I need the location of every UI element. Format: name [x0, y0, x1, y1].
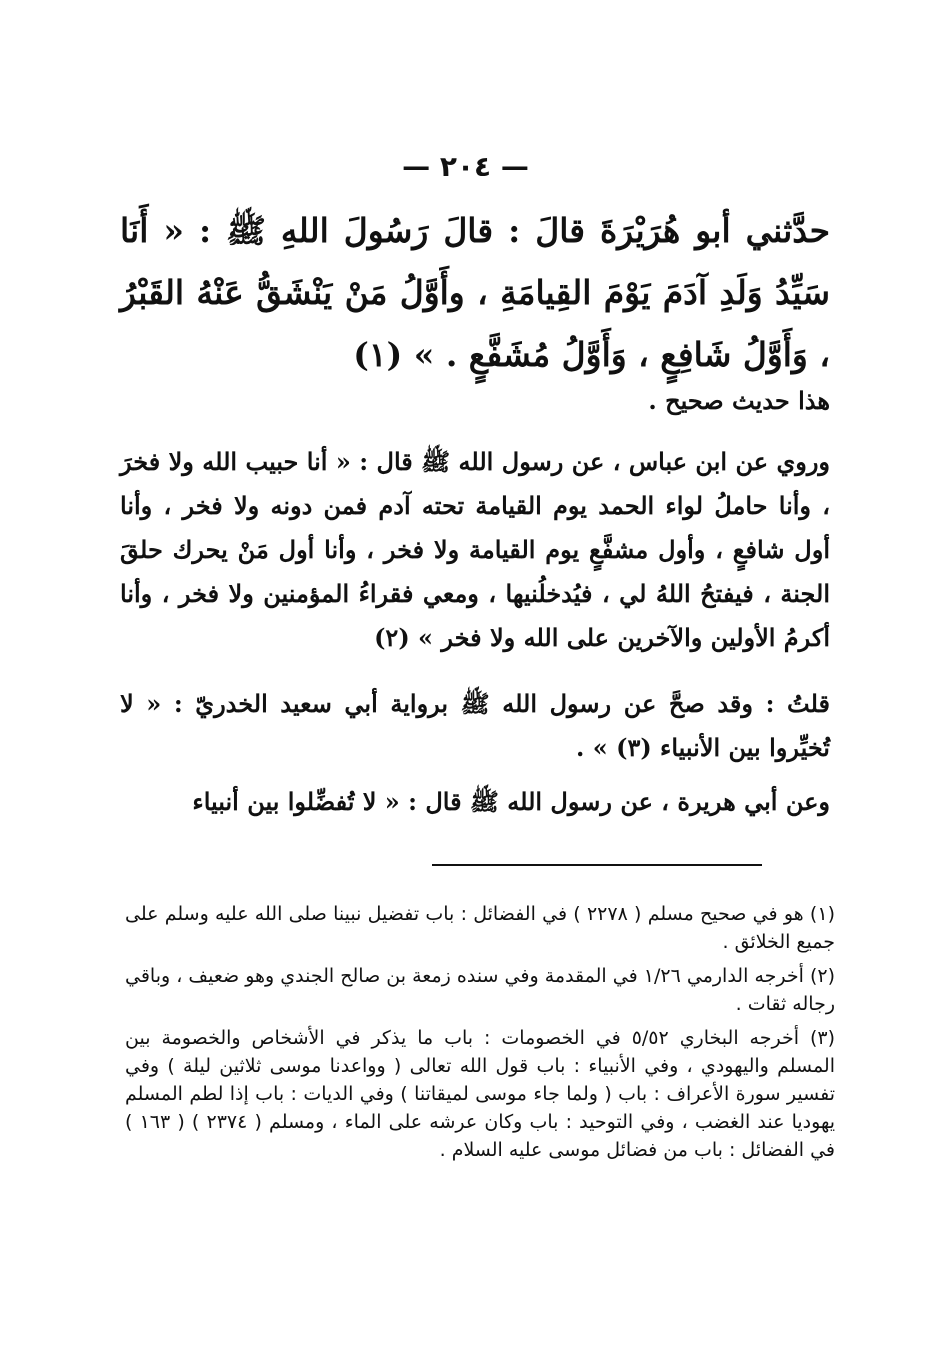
footnote-divider	[432, 864, 762, 866]
paragraph-abu-said: قلتُ : وقد صحَّ عن رسول الله ﷺ برواية أبي سعيد الخدريّ : « لا تُخيِّروا بين الأنبياء (٣) » .	[120, 689, 830, 762]
footnote-1: (١) هو في صحيح مسلم ( ٢٢٧٨ ) في الفضائل : باب تفضيل نبينا صلى الله عليه وسلم على جميع الخلائق .	[125, 903, 835, 953]
footnotes	[125, 900, 835, 1170]
paragraph-abu-hurayra: وعن أبي هريرة ، عن رسول الله ﷺ قال : « لا تُفضِّلوا بين أنبياء	[192, 787, 830, 816]
footnote-3: (٣) أخرجه البخاري ٥/٥٢ في الخصومات : باب ما يذكر في الأشخاص والخصومة بين المسلم واليهودي ، وفي الأنبياء : باب قول الله تعالى ( وواعدنا موسى ثلاثين ليلة ) وفي تفسير سورة الأعراف : باب ( ولما جاء موسى لميقاتنا ) وفي الديات : باب إذا لطم المسلم يهوديا عند الغضب ، وفي التوحيد : باب وكان عرشه على الماء ، ومسلم ( ٢٣٧٤ ) ( ١٦٣ ) في الفضائل : باب من فضائل موسى عليه السلام .	[125, 1027, 836, 1161]
hadith-grade: هذا حديث صحيح .	[648, 386, 830, 415]
footnote-2: (٢) أخرجه الدارمي ١/٢٦ في المقدمة وفي سنده زمعة بن صالح الجندي وهو ضعيف ، وباقي رجاله ثقات .	[125, 965, 835, 1015]
page-number: — ٢٠٤ —	[402, 150, 529, 183]
main-hadith: حدَّثني أبو هُرَيْرَةَ قالَ : قالَ رَسُولَ اللهِ ﷺ : « أَنَا سَيِّدُ وَلَدِ آدَمَ يَوْمَ القِيامَةِ ، وأَوَّلُ مَنْ يَنْشَقُّ عَنْهُ القَبْرُ ، وَأَوَّلُ شَافِعٍ ، وَأَوَّلُ مُشَفَّعٍ . » (١)	[120, 211, 830, 374]
paragraph-ibn-abbas: وروي عن ابن عباس ، عن رسول الله ﷺ قال : « أنا حبيب الله ولا فخرَ ، وأنا حاملُ لواء الحمد يوم القيامة تحته آدم فمن دونه ولا فخر ، وأنا أول شافعٍ ، وأول مشفَّعٍ يوم القيامة ولا فخر ، وأنا أول مَنْ يحرك حلقَ الجنة ، فيفتحُ اللهُ لي ، فيُدخلُنيها ، ومعي فقراءُ المؤمنين ولا فخر ، وأنا أكرمُ الأولين والآخرين على الله ولا فخر » (٢)	[120, 447, 830, 652]
